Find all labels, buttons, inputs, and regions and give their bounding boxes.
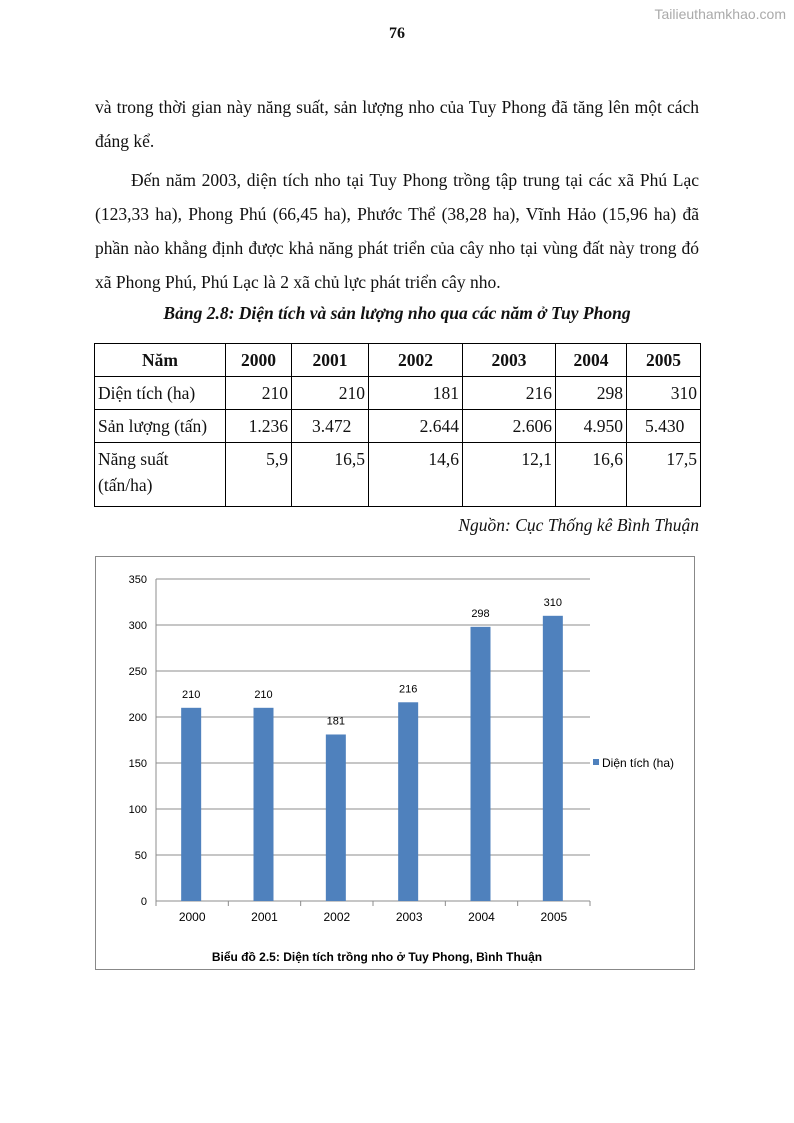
row-label-line-2: (tấn/ha) bbox=[98, 475, 153, 495]
bar bbox=[543, 616, 563, 901]
y-tick-label: 300 bbox=[128, 620, 147, 632]
bar bbox=[471, 627, 491, 901]
table-cell: 1.236 bbox=[226, 410, 292, 443]
table-cell: 17,5 bbox=[627, 443, 701, 507]
bar bbox=[254, 708, 274, 901]
paragraph-1: và trong thời gian này năng suất, sản lượng nho của Tuy Phong đã tăng lên một cách đáng kể. bbox=[95, 97, 699, 151]
table-header-cell: Năm bbox=[95, 344, 226, 377]
y-tick-label: 50 bbox=[134, 850, 147, 862]
table-row-label: Diện tích (ha) bbox=[95, 377, 226, 410]
bar-chart bbox=[96, 557, 694, 969]
table-cell: 210 bbox=[226, 377, 292, 410]
bar-data-label: 210 bbox=[181, 688, 201, 701]
x-tick-label: 2000 bbox=[178, 910, 206, 924]
table-header-cell: 2002 bbox=[369, 344, 463, 377]
bar bbox=[398, 702, 418, 901]
legend-label: Diện tích (ha) bbox=[602, 756, 675, 770]
table-row-label: Sản lượng (tấn) bbox=[95, 410, 226, 443]
table-row-label bbox=[95, 443, 226, 507]
x-tick-label: 2001 bbox=[251, 910, 278, 924]
y-tick-label: 100 bbox=[128, 804, 147, 816]
x-tick-label: 2004 bbox=[468, 910, 495, 924]
y-tick-label: 350 bbox=[128, 574, 147, 586]
y-tick-label: 0 bbox=[140, 896, 147, 908]
bar-data-label: 181 bbox=[326, 715, 346, 728]
table-cell: 2.644 bbox=[369, 410, 463, 443]
legend-swatch bbox=[593, 759, 599, 765]
bar bbox=[181, 708, 201, 901]
x-tick-label: 2002 bbox=[323, 910, 351, 924]
table-header-cell: 2003 bbox=[463, 344, 556, 377]
table-row bbox=[95, 443, 701, 507]
table-cell: 3.472 bbox=[292, 410, 369, 443]
watermark: Tailieuthamkhao.com bbox=[654, 6, 786, 22]
table-header-cell: 2001 bbox=[292, 344, 369, 377]
table-header-cell: 2005 bbox=[627, 344, 701, 377]
table-cell: 12,1 bbox=[463, 443, 556, 507]
table-cell: 16,5 bbox=[292, 443, 369, 507]
table-cell: 310 bbox=[627, 377, 701, 410]
table-header-cell: 2004 bbox=[556, 344, 627, 377]
y-tick-label: 200 bbox=[128, 712, 147, 724]
bar-data-label: 216 bbox=[398, 683, 418, 696]
bar bbox=[326, 734, 346, 901]
table-cell: 181 bbox=[369, 377, 463, 410]
table-caption: Bảng 2.8: Diện tích và sản lượng nho qua các năm ở Tuy Phong bbox=[163, 303, 631, 323]
table-header-row bbox=[95, 344, 701, 377]
table-cell: 210 bbox=[292, 377, 369, 410]
bar-data-label: 210 bbox=[254, 688, 273, 701]
table-row bbox=[95, 377, 701, 410]
table-row bbox=[95, 410, 701, 443]
table-cell: 2.606 bbox=[463, 410, 556, 443]
table-header-cell: 2000 bbox=[226, 344, 292, 377]
chart-container bbox=[95, 556, 695, 970]
table-source: Nguồn: Cục Thống kê Bình Thuận bbox=[458, 515, 699, 535]
table-cell: 5,9 bbox=[226, 443, 292, 507]
paragraph-2: Đến năm 2003, diện tích nho tại Tuy Phong trồng tập trung tại các xã Phú Lạc (123,33 ha), Phong Phú (66,45 ha), Phước Thể (38,28 ha), Vĩnh Hảo (15,96 ha) đã phần nào khẳng định được khả năng phát triển của cây nho tại vùng đất này trong đó xã Phong Phú, Phú Lạc là 2 xã chủ lực phát triển cây nho. bbox=[95, 170, 699, 292]
table-cell: 5.430 bbox=[627, 410, 701, 443]
x-tick-label: 2003 bbox=[395, 910, 423, 924]
x-tick-label: 2005 bbox=[540, 910, 568, 924]
bar-data-label: 310 bbox=[543, 596, 563, 609]
table-cell: 298 bbox=[556, 377, 627, 410]
y-tick-label: 150 bbox=[128, 758, 147, 770]
table-cell: 216 bbox=[463, 377, 556, 410]
chart-title: Biểu đồ 2.5: Diện tích trồng nho ở Tuy Phong, Bình Thuận bbox=[211, 950, 543, 964]
data-table bbox=[94, 343, 701, 507]
table-cell: 14,6 bbox=[369, 443, 463, 507]
table-cell: 16,6 bbox=[556, 443, 627, 507]
bar-data-label: 298 bbox=[471, 607, 490, 620]
page-number: 76 bbox=[389, 25, 405, 42]
table-cell: 4.950 bbox=[556, 410, 627, 443]
y-tick-label: 250 bbox=[128, 666, 147, 678]
row-label-line-1: Năng suất bbox=[98, 449, 169, 469]
